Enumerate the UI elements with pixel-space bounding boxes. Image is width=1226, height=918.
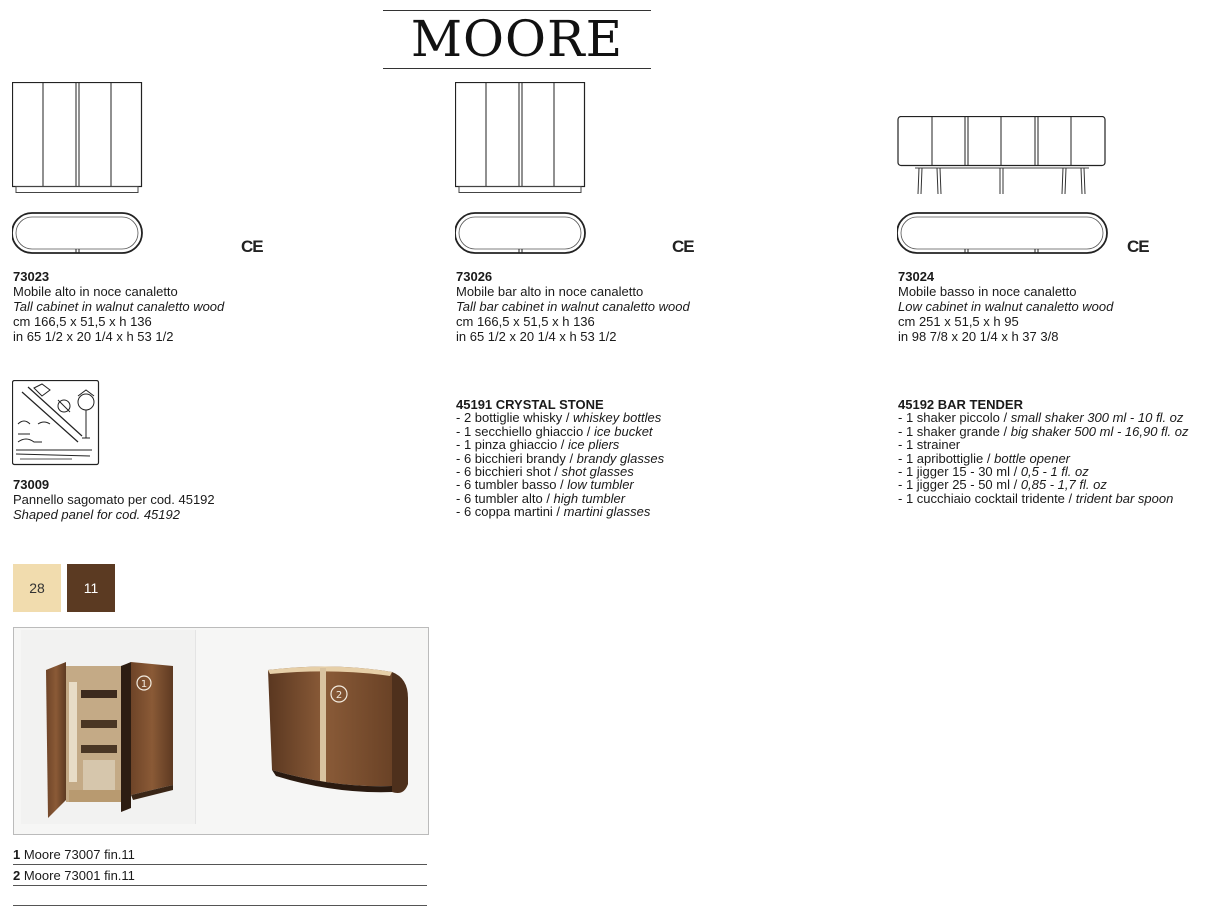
- item-it: - 1 pinza ghiaccio /: [456, 437, 569, 453]
- product-name-en: Shaped panel for cod. 45192: [13, 507, 180, 522]
- item-it: - 6 bicchieri shot /: [456, 464, 562, 480]
- caption-text: Moore 73001 fin.11: [20, 868, 135, 883]
- product-name-it: Mobile alto in noce canaletto: [13, 284, 178, 299]
- item-en: 0,5 - 1 fl. oz: [1020, 464, 1089, 480]
- product-photos: [13, 627, 429, 835]
- caption-2: [13, 867, 427, 886]
- item-it: - 1 jigger 15 - 30 ml /: [898, 464, 1021, 480]
- list-item: [456, 411, 664, 424]
- item-en: bottle opener: [994, 450, 1071, 466]
- bar-tender-set: [898, 398, 1189, 505]
- caption-number: 1: [13, 847, 21, 862]
- drawing-73026-front: [455, 82, 587, 194]
- drawing-73024-plan: [897, 212, 1109, 256]
- list-item: [898, 492, 1189, 505]
- product-name-it: Mobile basso in noce canaletto: [898, 284, 1077, 299]
- list-item: [456, 478, 664, 491]
- photo-moore-73001: [254, 658, 414, 818]
- item-en: small shaker 300 ml - 10 fl. oz: [1010, 410, 1184, 426]
- product-dim-cm: cm 251 x 51,5 x h 95: [898, 314, 1019, 329]
- photo-moore-73007: [21, 630, 196, 824]
- finish-swatch-28: [13, 564, 61, 612]
- caption-number: 2: [13, 868, 21, 883]
- finish-swatch-11: [67, 564, 115, 612]
- drawing-73023-front: [12, 82, 144, 194]
- item-it: - 1 strainer: [898, 437, 961, 453]
- list-item: [456, 465, 664, 478]
- list-item: [898, 478, 1189, 491]
- list-item: [898, 452, 1189, 465]
- product-dim-in: in 98 7/8 x 20 1/4 x h 37 3/8: [898, 329, 1059, 344]
- product-73026: [456, 269, 690, 344]
- list-item: [898, 425, 1189, 438]
- product-73024: [898, 269, 1113, 344]
- product-code: 73023: [13, 269, 50, 284]
- product-code: 73026: [456, 269, 493, 284]
- product-dim-in: in 65 1/2 x 20 1/4 x h 53 1/2: [456, 329, 617, 344]
- item-it: - 1 shaker piccolo /: [898, 410, 1011, 426]
- item-en: ice pliers: [568, 437, 620, 453]
- product-name-en: Tall bar cabinet in walnut canaletto wood: [456, 299, 690, 314]
- item-it: - 6 tumbler alto /: [456, 490, 554, 506]
- list-item: [456, 505, 664, 518]
- crystal-stone-set: [456, 398, 664, 519]
- list-item: [456, 438, 664, 451]
- list-item: [898, 465, 1189, 478]
- set-heading: 45192 BAR TENDER: [898, 397, 1023, 412]
- product-code: 73009: [13, 477, 50, 492]
- product-dim-cm: cm 166,5 x 51,5 x h 136: [13, 314, 152, 329]
- list-item: [898, 411, 1189, 424]
- ce-mark: CE: [672, 237, 694, 256]
- item-it: - 1 jigger 25 - 50 ml /: [898, 477, 1021, 493]
- finish-code: 28: [29, 580, 45, 596]
- item-en: 0,85 - 1,7 fl. oz: [1020, 477, 1107, 493]
- product-name-en: Low cabinet in walnut canaletto wood: [898, 299, 1114, 314]
- product-dim-in: in 65 1/2 x 20 1/4 x h 53 1/2: [13, 329, 174, 344]
- list-item: [456, 425, 664, 438]
- item-en: shot glasses: [561, 464, 634, 480]
- product-73023: [13, 269, 224, 344]
- list-item: [898, 438, 1189, 451]
- drawing-73009-panel: [12, 380, 100, 466]
- item-en: high tumbler: [553, 490, 626, 506]
- ce-mark: CE: [241, 237, 263, 256]
- title-block: [383, 10, 651, 69]
- product-name-it: Pannello sagomato per cod. 45192: [13, 492, 215, 507]
- item-en: big shaker 500 ml - 16,90 fl. oz: [1010, 423, 1189, 439]
- item-it: - 2 bottiglie whisky /: [456, 410, 574, 426]
- photo-marker-2: 2: [335, 690, 343, 701]
- drawing-73026-plan: [455, 212, 587, 256]
- product-name-it: Mobile bar alto in noce canaletto: [456, 284, 644, 299]
- finish-code: 11: [83, 580, 99, 596]
- product-73009: [13, 477, 215, 522]
- item-it: - 1 cucchiaio cocktail tridente /: [898, 490, 1076, 506]
- photo-marker-1: 1: [140, 679, 148, 690]
- product-dim-cm: cm 166,5 x 51,5 x h 136: [456, 314, 595, 329]
- item-it: - 6 tumbler basso /: [456, 477, 568, 493]
- item-en: trident bar spoon: [1075, 490, 1174, 506]
- item-en: brandy glasses: [576, 450, 665, 466]
- list-item: [456, 492, 664, 505]
- collection-title: MOORE: [410, 10, 624, 68]
- item-it: - 1 shaker grande /: [898, 423, 1011, 439]
- list-item: [456, 452, 664, 465]
- item-en: whiskey bottles: [573, 410, 662, 426]
- drawing-73024-front: [897, 116, 1107, 198]
- product-name-en: Tall cabinet in walnut canaletto wood: [13, 299, 225, 314]
- caption-divider: [13, 905, 427, 906]
- caption-text: Moore 73007 fin.11: [20, 847, 135, 862]
- caption-1: [13, 846, 427, 865]
- set-heading: 45191 CRYSTAL STONE: [456, 397, 604, 412]
- item-it: - 6 bicchieri brandy /: [456, 450, 577, 466]
- drawing-73023-plan: [12, 212, 144, 256]
- item-en: martini glasses: [563, 504, 651, 520]
- item-en: ice bucket: [594, 423, 653, 439]
- item-it: - 1 apribottiglie /: [898, 450, 995, 466]
- product-code: 73024: [898, 269, 935, 284]
- item-it: - 6 coppa martini /: [456, 504, 564, 520]
- ce-mark: CE: [1127, 237, 1149, 256]
- item-it: - 1 secchiello ghiaccio /: [456, 423, 595, 439]
- item-en: low tumbler: [567, 477, 634, 493]
